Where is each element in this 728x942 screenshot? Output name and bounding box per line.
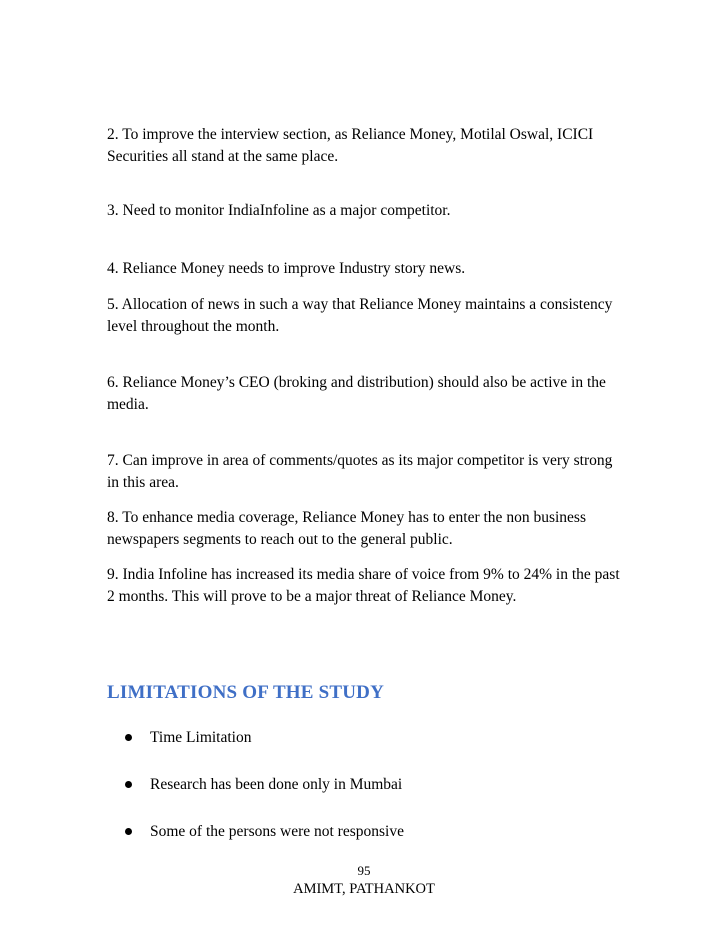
section-heading: LIMITATIONS OF THE STUDY: [107, 682, 385, 703]
list-item-text: Some of the persons were not responsive: [150, 823, 404, 840]
list-item: [125, 774, 404, 796]
recommendation-paragraph-8: 8. To enhance media coverage, Reliance Money has to enter the non business newspapers segments to reach out to the general public.: [107, 509, 586, 548]
page-number: 95: [357, 863, 371, 878]
recommendation-paragraph-7: 7. Can improve in area of comments/quotes as its major competitor is very strong in this area.: [107, 452, 613, 491]
recommendation-paragraph-6: 6. Reliance Money’s CEO (broking and distribution) should also be active in the media.: [107, 374, 606, 413]
recommendation-paragraph-9: 9. India Infoline has increased its media share of voice from 9% to 24% in the past 2 months. This will prove to be a major threat of Reliance Money.: [107, 566, 620, 605]
list-item: [125, 821, 404, 843]
recommendation-paragraph-4: 4. Reliance Money needs to improve Industry story news.: [107, 260, 466, 277]
list-item: [125, 727, 404, 749]
bullet-icon: [125, 734, 132, 741]
list-item-text: Time Limitation: [150, 729, 252, 746]
footer-institution: AMIMT, PATHANKOT: [293, 881, 435, 897]
recommendation-paragraph-5: 5. Allocation of news in such a way that Reliance Money maintains a consistency level throughout the month.: [107, 296, 613, 335]
limitations-list: [125, 727, 404, 868]
bullet-icon: [125, 781, 132, 788]
list-item-text: Research has been done only in Mumbai: [150, 776, 403, 793]
recommendation-paragraph-3: 3. Need to monitor IndiaInfoline as a major competitor.: [107, 202, 451, 219]
bullet-icon: [125, 828, 132, 835]
recommendation-paragraph-2: 2. To improve the interview section, as Reliance Money, Motilal Oswal, ICICI Securities all stand at the same place.: [107, 126, 594, 165]
